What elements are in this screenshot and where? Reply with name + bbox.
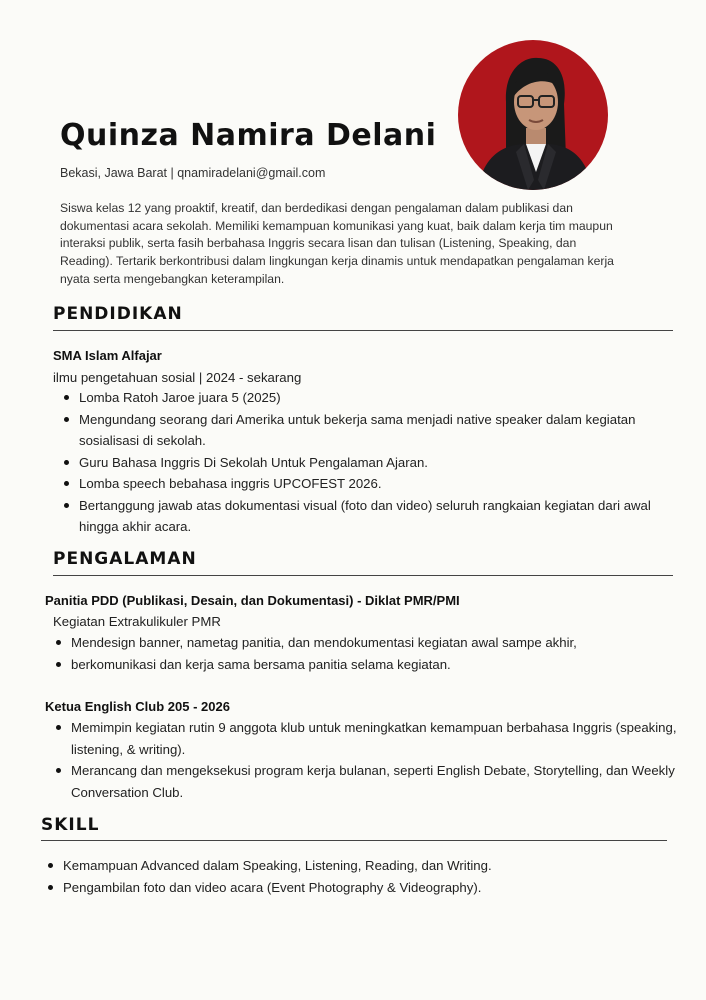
experience-subtitle: Kegiatan Extrakulikuler PMR <box>53 614 221 629</box>
list-item: berkomunikasi dan kerja sama bersama panitia selama kegiatan. <box>53 654 678 676</box>
list-item: Kemampuan Advanced dalam Speaking, Listening, Reading, dan Writing. <box>45 855 675 877</box>
section-divider <box>53 575 673 576</box>
section-divider <box>53 330 673 331</box>
education-achievements <box>61 387 677 538</box>
section-divider <box>41 840 667 841</box>
profile-summary: Siswa kelas 12 yang proaktif, kreatif, dan berdedikasi dengan pengalaman dalam publikasi dan dokumentasi acara sekolah. Memiliki kemampuan komunikasi yang kuat, baik dalam kerja tim maupun interaksi publik, serta fasih berbahasa Inggris secara lisan dan tulisan (Listening, Speaking, dan Reading). Tertarik berkontribusi dalam lingkungan kerja dinamis untuk mendapatkan pengalaman kerja nyata serta mengebangkan keterampilan. <box>60 201 614 286</box>
skill-list <box>45 855 675 898</box>
section-title-skill: SKILL <box>41 815 100 835</box>
list-item: Guru Bahasa Inggris Di Sekolah Untuk Pengalaman Ajaran. <box>61 452 677 474</box>
list-item: Pengambilan foto dan video acara (Event Photography & Videography). <box>45 877 675 899</box>
list-item: Mengundang seorang dari Amerika untuk bekerja sama menjadi native speaker dalam kegiatan sosialisasi di sekolah. <box>61 409 677 452</box>
school-name: SMA Islam Alfajar <box>53 348 162 363</box>
experience-title: Ketua English Club 205 - 2026 <box>45 699 230 714</box>
list-item: Mendesign banner, nametag panitia, dan mendokumentasi kegiatan awal sampe akhir, <box>53 632 678 654</box>
experience-responsibilities <box>53 717 678 803</box>
experience-responsibilities <box>53 632 678 675</box>
experience-title: Panitia PDD (Publikasi, Desain, dan Dokumentasi) - Diklat PMR/PMI <box>45 593 460 608</box>
list-item: Memimpin kegiatan rutin 9 anggota klub untuk meningkatkan kemampuan berbahasa Inggris (speaking, listening, & writing). <box>53 717 678 760</box>
contact-info: Bekasi, Jawa Barat | qnamiradelani@gmail.com <box>60 166 326 180</box>
portrait-illustration <box>458 40 608 190</box>
section-title-education: PENDIDIKAN <box>53 304 183 324</box>
list-item: Lomba Ratoh Jaroe juara 5 (2025) <box>61 387 677 409</box>
list-item: Bertanggung jawab atas dokumentasi visual (foto dan video) seluruh rangkaian kegiatan dari awal hingga akhir acara. <box>61 495 677 538</box>
profile-photo <box>458 40 608 190</box>
list-item: Merancang dan mengeksekusi program kerja bulanan, seperti English Debate, Storytelling, dan Weekly Conversation Club. <box>53 760 678 803</box>
list-item: Lomba speech bebahasa inggris UPCOFEST 2026. <box>61 473 677 495</box>
school-detail: ilmu pengetahuan sosial | 2024 - sekarang <box>53 370 302 385</box>
candidate-name: Quinza Namira Delani <box>60 118 437 153</box>
section-title-experience: PENGALAMAN <box>53 549 197 569</box>
